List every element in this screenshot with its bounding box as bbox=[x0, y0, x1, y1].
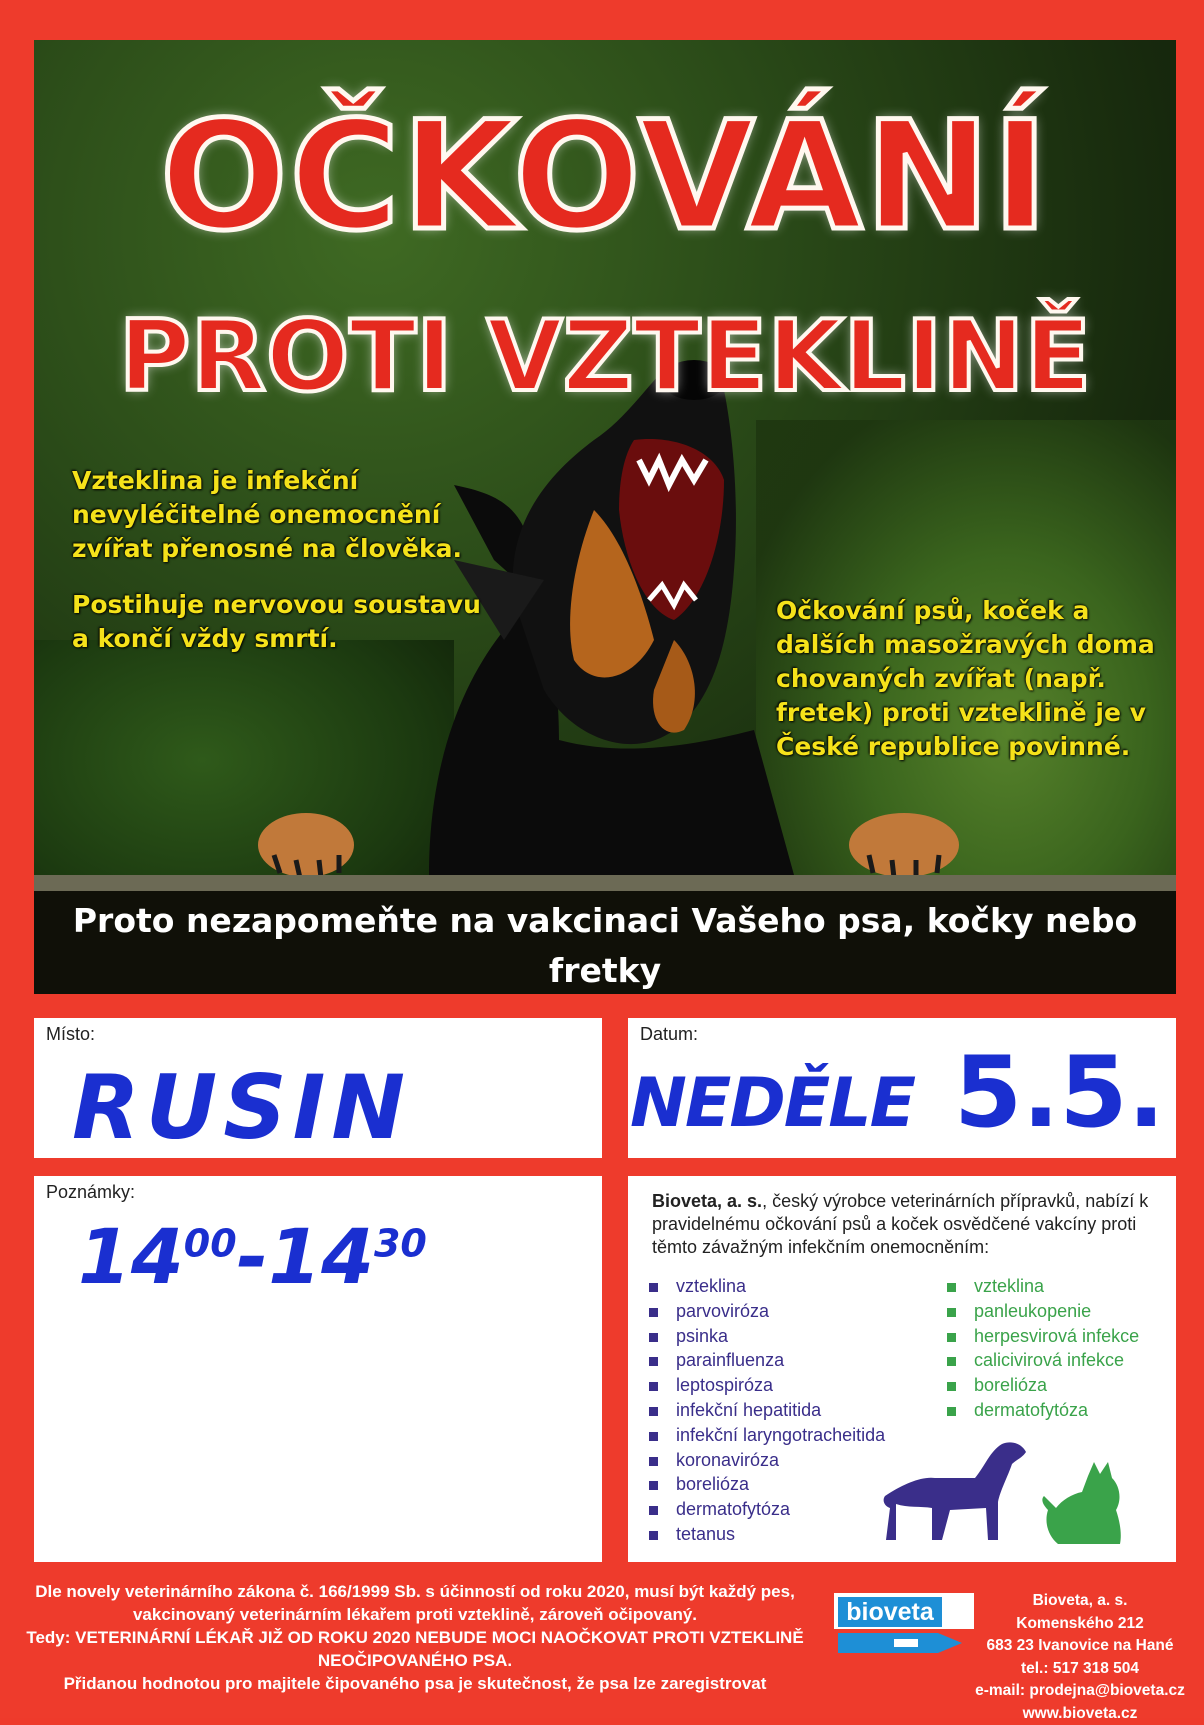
cat-disease-item: borelióza bbox=[944, 1373, 1139, 1398]
legal-notice bbox=[20, 1580, 810, 1695]
place-value: RUSIN bbox=[72, 1056, 411, 1159]
left-info-p1: Vzteklina je infekční nevyléčitelné onemocnění zvířat přenosné na člověka. bbox=[72, 464, 492, 566]
address-email[interactable]: e-mail: prodejna@bioveta.cz bbox=[960, 1680, 1200, 1703]
notes-label: Poznámky: bbox=[46, 1182, 135, 1203]
dog-disease-item: koronaviróza bbox=[646, 1448, 885, 1473]
date-box[interactable] bbox=[628, 1018, 1176, 1158]
dog-disease-item: dermatofytóza bbox=[646, 1497, 885, 1522]
notes-time-range bbox=[78, 1212, 427, 1301]
cat-disease-item: herpesvirová infekce bbox=[944, 1324, 1139, 1349]
address-city: 683 23 Ivanovice na Hané bbox=[960, 1635, 1200, 1658]
notes-dash: - bbox=[237, 1212, 269, 1301]
dog-disease-item: psinka bbox=[646, 1324, 885, 1349]
cat-disease-list bbox=[944, 1274, 1139, 1423]
date-label: Datum: bbox=[640, 1024, 698, 1045]
address-street: Komenského 212 bbox=[960, 1613, 1200, 1636]
place-box[interactable] bbox=[34, 1018, 602, 1158]
cat-disease-item: panleukopenie bbox=[944, 1299, 1139, 1324]
dog-disease-item: infekční laryngotracheitida bbox=[646, 1423, 885, 1448]
address-company: Bioveta, a. s. bbox=[960, 1590, 1200, 1613]
dog-silhouette-icon bbox=[880, 1436, 1030, 1546]
info-intro bbox=[652, 1190, 1152, 1259]
info-intro-text: , český výrobce veterinárních přípravků, nabízí k pravidelnému očkování psů a koček osvědčené vakcíny proti těmto závažným infekčním onemocněním: bbox=[652, 1191, 1148, 1257]
date-value-word: NEDĚLE bbox=[630, 1064, 914, 1143]
notes-from-minutes: 00 bbox=[184, 1222, 237, 1266]
place-label: Místo: bbox=[46, 1024, 95, 1045]
dog-disease-item: parvoviróza bbox=[646, 1299, 885, 1324]
dog-disease-item: tetanus bbox=[646, 1522, 885, 1547]
wooden-fence bbox=[34, 875, 1176, 891]
info-company: Bioveta, a. s. bbox=[652, 1191, 762, 1211]
bioveta-logo-text: bioveta bbox=[846, 1598, 935, 1626]
notes-to-hour: 14 bbox=[268, 1212, 374, 1301]
address-phone: tel.: 517 318 504 bbox=[960, 1658, 1200, 1681]
legal-notice-line2: Tedy: VETERINÁRNÍ LÉKAŘ JIŽ OD ROKU 2020 NEBUDE MOCI NAOČKOVAT PROTI VZTEKLINĚ NEOČIPOVANÉHO PSA. bbox=[20, 1626, 810, 1672]
notes-from-hour: 14 bbox=[78, 1212, 184, 1301]
address-web[interactable]: www.bioveta.cz bbox=[960, 1703, 1200, 1725]
dog-disease-item: leptospiróza bbox=[646, 1373, 885, 1398]
dog-disease-item: infekční hepatitida bbox=[646, 1398, 885, 1423]
dog-photo bbox=[34, 40, 1176, 994]
title-against-rabies: PROTI VZTEKLINĚ bbox=[34, 302, 1176, 412]
legal-notice-line3: Přidanou hodnotou pro majitele čipovaného psa je skutečnost, že psa lze zaregistrovat bbox=[20, 1672, 810, 1695]
bioveta-logo[interactable] bbox=[834, 1593, 974, 1659]
bioveta-info-box bbox=[628, 1176, 1176, 1562]
left-info-text bbox=[72, 464, 492, 678]
cat-disease-item: calicivirová infekce bbox=[944, 1348, 1139, 1373]
title-vaccination: OČKOVÁNÍ bbox=[34, 102, 1176, 252]
right-info-text bbox=[776, 594, 1166, 786]
call-to-action bbox=[34, 896, 1176, 994]
cat-silhouette-icon bbox=[1038, 1456, 1128, 1546]
dog-disease-item: parainfluenza bbox=[646, 1348, 885, 1373]
legal-notice-line1: Dle novely veterinárního zákona č. 166/1999 Sb. s účinností od roku 2020, musí být každý pes, vakcinovaný veterinárním lékařem proti vzteklině, zároveň očipovaný. bbox=[20, 1580, 810, 1626]
notes-box[interactable] bbox=[34, 1176, 602, 1562]
cat-disease-item: dermatofytóza bbox=[944, 1398, 1139, 1423]
left-info-p2: Postihuje nervovou soustavu a končí vždy smrtí. bbox=[72, 588, 492, 656]
dog-disease-item: borelióza bbox=[646, 1472, 885, 1497]
dog-disease-item: vzteklina bbox=[646, 1274, 885, 1299]
cat-disease-item: vzteklina bbox=[944, 1274, 1139, 1299]
dog-disease-list bbox=[646, 1274, 885, 1547]
right-info-p1: Očkování psů, koček a dalších masožravých doma chovaných zvířat (např. fretek) proti vzteklině je v České republice povinné. bbox=[776, 594, 1166, 764]
company-address bbox=[960, 1590, 1200, 1725]
notes-to-minutes: 30 bbox=[374, 1222, 427, 1266]
cta-line1: Proto nezapomeňte na vakcinaci Vašeho psa, kočky nebo fretky bbox=[34, 896, 1176, 994]
date-value-number: 5.5. bbox=[954, 1036, 1165, 1150]
